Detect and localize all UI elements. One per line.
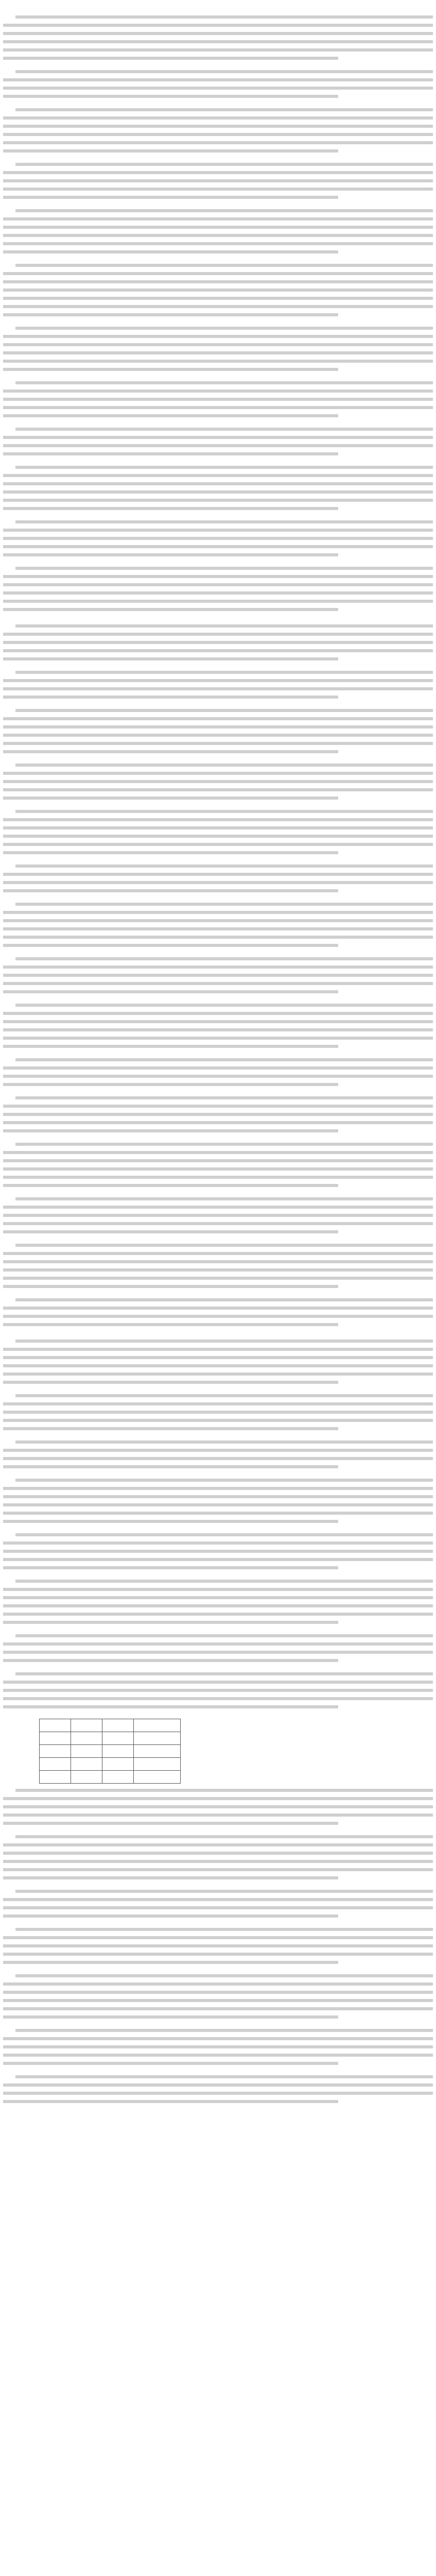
text-line [3, 387, 433, 394]
table-row [40, 1771, 181, 1784]
text-line [3, 215, 433, 222]
text-line [3, 1463, 338, 1469]
table-cell [134, 1758, 181, 1771]
text-line [15, 207, 433, 213]
text-line [3, 1980, 433, 1987]
text-line [3, 1370, 433, 1377]
text-line [15, 622, 433, 629]
text-line [3, 1026, 433, 1032]
text-line [3, 2098, 338, 2104]
text-line [3, 194, 338, 200]
text-line [3, 311, 338, 317]
text-line [3, 185, 433, 192]
text-line [15, 161, 433, 167]
text-line [3, 169, 433, 175]
paragraph [3, 13, 433, 61]
table-cell [40, 1719, 71, 1732]
text-line [3, 286, 433, 293]
text-line [3, 942, 338, 948]
paragraph [3, 1833, 433, 1880]
text-line [15, 518, 433, 524]
text-line [3, 1425, 338, 1431]
text-line [15, 955, 433, 961]
text-line [3, 1379, 338, 1385]
text-line [3, 1501, 433, 1507]
paragraph [3, 1056, 433, 1087]
text-line [15, 862, 433, 869]
text-line [3, 816, 433, 822]
text-line [15, 1094, 433, 1100]
text-line [3, 606, 338, 612]
text-line [3, 1250, 433, 1256]
text-line [15, 761, 433, 768]
text-line [15, 1632, 433, 1638]
text-line [3, 527, 433, 533]
text-line [3, 581, 433, 587]
paragraph [3, 761, 433, 801]
text-line [3, 1157, 433, 1163]
text-line [3, 685, 433, 691]
text-line [15, 2073, 433, 2079]
text-line [3, 631, 433, 637]
text-line [3, 909, 433, 915]
text-line [3, 1695, 433, 1701]
text-line [15, 669, 433, 675]
text-line [3, 2052, 433, 2058]
text-line [3, 2043, 433, 2049]
paragraph [3, 207, 433, 255]
table-cell [134, 1719, 181, 1732]
paragraph [3, 1438, 433, 1469]
text-line [3, 988, 338, 994]
text-line [3, 1204, 433, 1210]
paragraph [3, 379, 433, 418]
text-line [3, 1657, 338, 1663]
text-line [3, 30, 433, 36]
text-line [3, 278, 433, 284]
paragraph [3, 1002, 433, 1049]
paragraph [3, 1337, 433, 1385]
text-line [3, 358, 433, 364]
text-line [15, 1477, 433, 1483]
paragraph [3, 1578, 433, 1625]
text-line [3, 55, 338, 61]
text-line [3, 639, 433, 645]
text-line [3, 303, 433, 309]
text-line [15, 1296, 433, 1302]
text-line [3, 1951, 433, 1957]
text-line [3, 1304, 433, 1311]
text-line [3, 824, 433, 831]
text-line [3, 917, 433, 923]
paragraph [3, 518, 433, 557]
text-line [3, 1283, 338, 1289]
text-line [3, 442, 433, 448]
text-line [3, 693, 338, 700]
text-line [3, 849, 338, 855]
text-line [3, 84, 433, 91]
text-line [3, 1539, 433, 1546]
text-line [3, 1354, 433, 1360]
paragraph [3, 1531, 433, 1570]
text-line [3, 573, 433, 579]
text-line [3, 1174, 433, 1180]
text-line [3, 480, 433, 486]
text-line [3, 1182, 338, 1188]
text-line [3, 740, 433, 746]
paragraph [3, 426, 433, 456]
text-line [3, 1018, 433, 1024]
text-line [3, 1556, 433, 1562]
paragraph [3, 1392, 433, 1431]
paragraph [3, 1195, 433, 1234]
text-line [3, 1795, 433, 1801]
text-line [3, 1485, 433, 1491]
table-row [40, 1758, 181, 1771]
table-cell [134, 1745, 181, 1758]
text-line [3, 131, 433, 137]
text-line [3, 295, 433, 301]
text-line [15, 901, 433, 907]
text-line [3, 505, 338, 511]
text-line [3, 972, 433, 978]
text-line [3, 841, 433, 847]
text-line [15, 1141, 433, 1147]
table-cell [71, 1771, 102, 1784]
text-line [3, 1064, 433, 1071]
paragraph [3, 1787, 433, 1826]
table-row [40, 1719, 181, 1732]
text-line [15, 565, 433, 571]
text-line [3, 1321, 338, 1327]
text-line [3, 1811, 433, 1818]
text-line [15, 1531, 433, 1537]
text-line [15, 808, 433, 814]
text-line [3, 1548, 433, 1554]
text-line [3, 647, 433, 653]
text-line [3, 341, 433, 347]
text-line [3, 93, 338, 99]
text-line [3, 1043, 338, 1049]
paragraph [3, 1242, 433, 1289]
text-line [3, 488, 433, 495]
table-cell [40, 1732, 71, 1745]
paragraph [3, 901, 433, 948]
text-line [3, 963, 433, 970]
text-line [15, 1787, 433, 1793]
text-line [15, 106, 433, 112]
text-line [3, 1687, 433, 1693]
text-line [3, 2005, 433, 2011]
text-line [3, 1619, 338, 1625]
text-line [3, 1679, 433, 1685]
text-line [3, 1858, 433, 1864]
text-line [3, 1165, 433, 1172]
table-cell [102, 1719, 134, 1732]
text-line [3, 1127, 338, 1133]
document-body [3, 13, 433, 2111]
text-line [15, 1242, 433, 1248]
text-line [3, 1313, 433, 1319]
text-line [3, 980, 433, 986]
text-line [3, 232, 433, 238]
text-line [3, 270, 433, 276]
text-line [3, 1518, 338, 1524]
text-line [3, 1212, 433, 1218]
paragraph [3, 862, 433, 893]
text-line [3, 1934, 433, 1940]
text-line [3, 723, 433, 730]
text-line [3, 1997, 433, 2003]
paragraph [3, 955, 433, 994]
text-line [3, 934, 433, 940]
text-line [3, 1119, 433, 1125]
text-line [3, 1266, 433, 1273]
text-line [3, 404, 433, 410]
table-row [40, 1732, 181, 1745]
text-line [3, 1586, 433, 1592]
text-line [3, 598, 433, 604]
text-line [3, 114, 433, 121]
text-line [3, 147, 338, 154]
text-line [3, 1820, 338, 1826]
text-line [3, 770, 433, 776]
text-line [3, 177, 433, 183]
text-line [3, 1220, 433, 1226]
text-line [3, 412, 338, 418]
text-line [3, 472, 433, 478]
text-line [3, 497, 433, 503]
table-cell [134, 1732, 181, 1745]
text-line [3, 434, 433, 440]
table-cell [71, 1732, 102, 1745]
text-line [3, 732, 433, 738]
text-line [3, 1010, 433, 1016]
text-line [3, 551, 338, 557]
text-line [3, 1103, 433, 1109]
text-line [3, 1640, 433, 1647]
text-line [3, 1035, 433, 1041]
text-line [15, 464, 433, 470]
text-line [15, 262, 433, 268]
paragraph [3, 707, 433, 754]
text-line [3, 1346, 433, 1352]
table-cell [40, 1758, 71, 1771]
text-line [3, 1510, 433, 1516]
paragraph [3, 464, 433, 511]
paragraph [3, 622, 433, 662]
paragraph [3, 161, 433, 200]
text-line [3, 677, 433, 683]
data-table [39, 1719, 181, 1784]
paragraph [3, 262, 433, 317]
paragraph [3, 1296, 433, 1327]
text-line [3, 248, 338, 255]
table-cell [102, 1771, 134, 1784]
text-line [3, 1111, 433, 1117]
text-line [3, 38, 433, 44]
text-line [3, 1258, 433, 1264]
text-line [3, 1594, 433, 1600]
text-line [3, 46, 433, 53]
text-line [3, 349, 433, 355]
paragraph [3, 1972, 433, 2020]
paragraph [3, 565, 433, 612]
text-line [3, 1073, 433, 1079]
text-line [3, 1649, 433, 1655]
table-cell [71, 1758, 102, 1771]
text-line [3, 655, 338, 662]
text-line [3, 778, 433, 784]
text-line [3, 1841, 433, 1848]
text-line [3, 925, 433, 931]
text-line [3, 2060, 338, 2066]
text-line [3, 833, 433, 839]
text-line [3, 240, 433, 246]
text-line [3, 1896, 433, 1902]
text-line [15, 1002, 433, 1008]
text-line [3, 887, 338, 893]
table-row [40, 1745, 181, 1758]
text-line [3, 715, 433, 721]
text-line [3, 1400, 433, 1406]
text-line [3, 1564, 338, 1570]
text-line [3, 786, 433, 792]
paragraph [3, 325, 433, 372]
text-line [15, 1926, 433, 1932]
text-line [3, 139, 433, 145]
text-line [3, 1942, 433, 1948]
table-cell [102, 1758, 134, 1771]
text-line [3, 1959, 338, 1965]
table-cell [71, 1745, 102, 1758]
text-line [15, 1578, 433, 1584]
text-line [15, 1195, 433, 1201]
table-cell [40, 1745, 71, 1758]
text-line [3, 366, 338, 372]
paragraph [3, 1477, 433, 1524]
text-line [15, 1337, 433, 1344]
text-line [3, 1703, 338, 1709]
text-line [3, 1228, 338, 1234]
text-line [15, 1056, 433, 1062]
text-line [3, 1803, 433, 1809]
text-line [15, 1972, 433, 1978]
text-line [3, 1874, 338, 1880]
text-line [3, 1081, 338, 1087]
paragraph [3, 1670, 433, 1709]
paragraph [3, 68, 433, 99]
paragraph [3, 1926, 433, 1965]
text-line [15, 68, 433, 74]
text-line [3, 1904, 433, 1910]
text-line [3, 123, 433, 129]
paragraph [3, 106, 433, 154]
text-line [3, 450, 338, 456]
text-line [3, 879, 433, 885]
text-line [3, 2090, 433, 2096]
text-line [3, 333, 433, 339]
text-line [3, 748, 338, 754]
text-line [3, 1417, 433, 1423]
paragraph [3, 1094, 433, 1133]
text-line [3, 2081, 433, 2088]
text-line [3, 1455, 433, 1461]
text-line [3, 1611, 433, 1617]
text-line [3, 1275, 433, 1281]
text-line [3, 1447, 433, 1453]
text-line [15, 2027, 433, 2033]
table-cell [71, 1719, 102, 1732]
table-cell [102, 1732, 134, 1745]
paragraph [3, 808, 433, 855]
text-line [15, 325, 433, 331]
paragraph [3, 2073, 433, 2104]
text-line [15, 379, 433, 385]
text-line [15, 1833, 433, 1839]
text-line [3, 1912, 338, 1919]
paragraph [3, 1888, 433, 1919]
text-line [3, 396, 433, 402]
text-line [3, 1409, 433, 1415]
paragraph [3, 669, 433, 700]
text-line [3, 871, 433, 877]
text-line [3, 1493, 433, 1499]
paragraph [3, 1632, 433, 1663]
text-line [15, 1438, 433, 1445]
text-line [15, 1888, 433, 1894]
text-line [3, 1989, 433, 1995]
text-line [3, 535, 433, 541]
text-line [15, 1670, 433, 1676]
page-title [3, 0, 433, 10]
paragraph [3, 1141, 433, 1188]
paragraph [3, 2027, 433, 2066]
table-cell [134, 1771, 181, 1784]
text-line [3, 2035, 433, 2041]
text-line [3, 22, 433, 28]
text-line [3, 1362, 433, 1368]
text-line [3, 2013, 338, 2020]
text-line [3, 1850, 433, 1856]
text-line [3, 1149, 433, 1155]
text-line [15, 707, 433, 713]
text-line [3, 224, 433, 230]
text-line [15, 13, 433, 20]
text-line [3, 1866, 433, 1872]
text-line [3, 794, 338, 801]
text-line [15, 426, 433, 432]
table-cell [102, 1745, 134, 1758]
text-line [15, 1392, 433, 1398]
text-line [3, 589, 433, 596]
text-line [3, 76, 433, 82]
text-line [3, 1602, 433, 1608]
text-line [3, 543, 433, 549]
table-cell [40, 1771, 71, 1784]
